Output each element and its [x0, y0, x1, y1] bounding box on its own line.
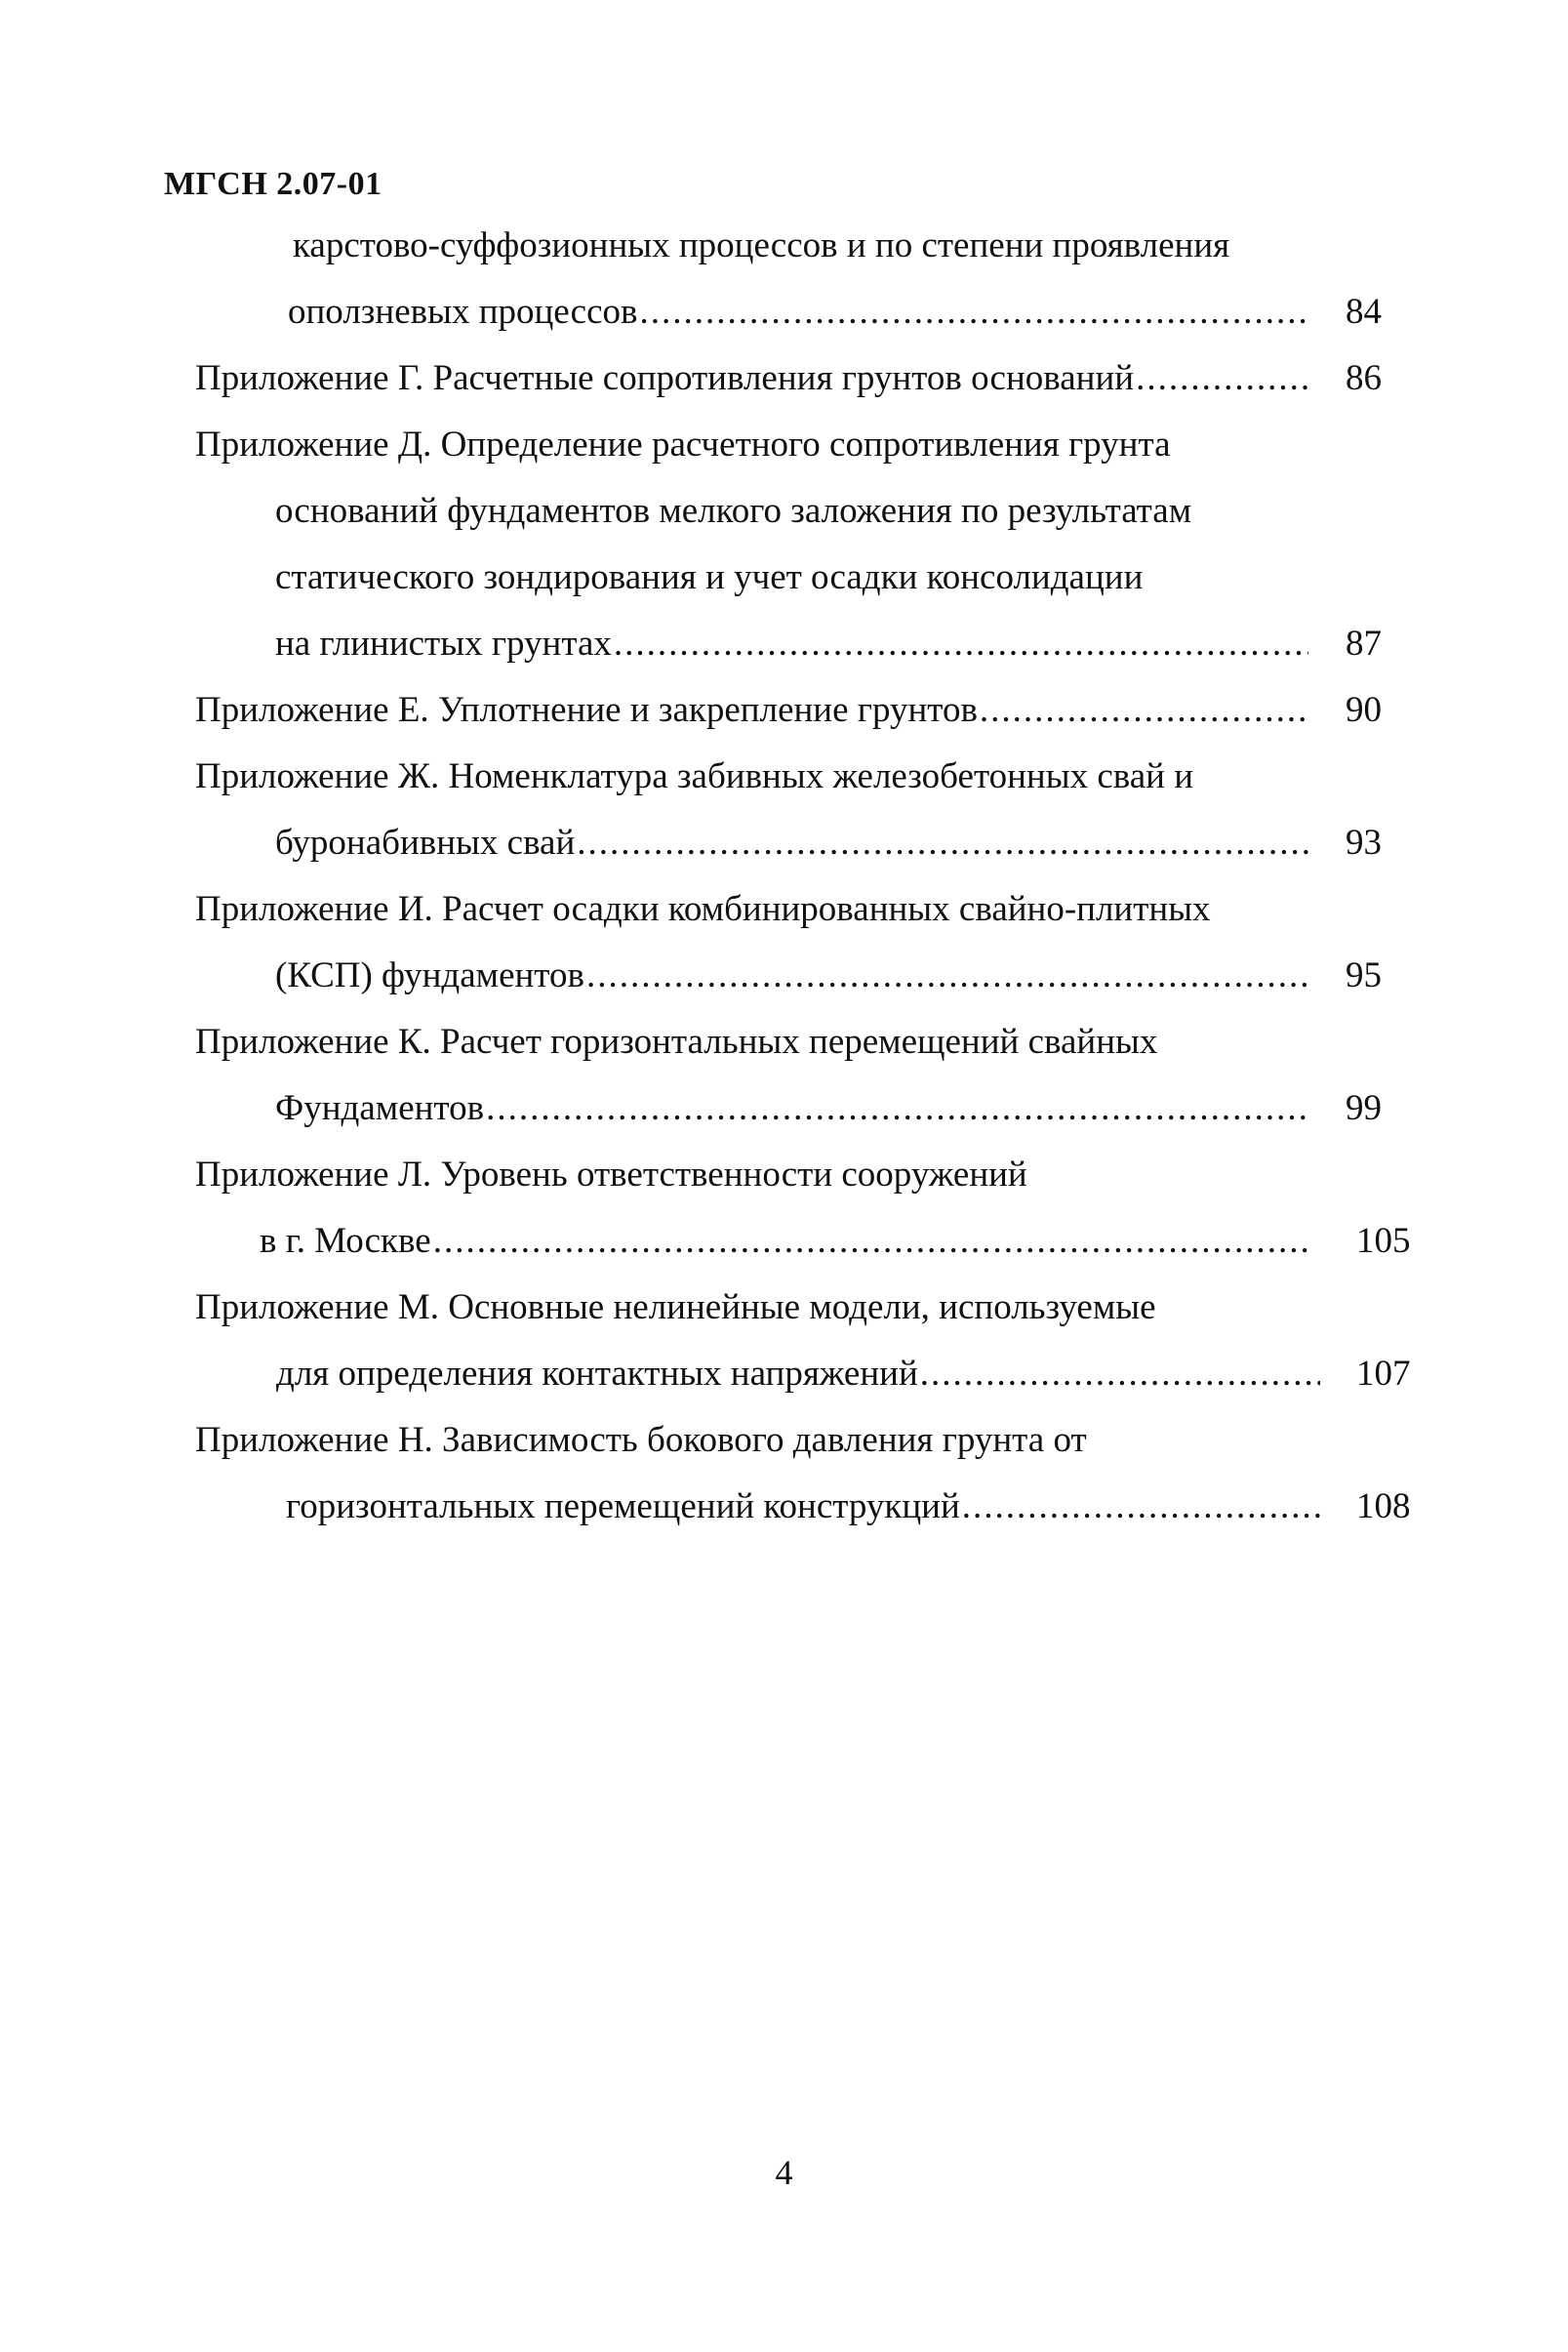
toc-page-number: 95: [1346, 955, 1382, 995]
toc-entry-text: на глинистых грунтах: [275, 624, 612, 664]
toc-page-number: 107: [1356, 1354, 1411, 1394]
toc-entry-text: буронабивных свай: [275, 823, 576, 863]
toc-entry-text: (КСП) фундаментов: [275, 955, 584, 995]
toc-page-number: 93: [1346, 823, 1382, 863]
toc-entry-appendix-g[interactable]: [195, 357, 1314, 400]
dot-leader: [1136, 357, 1308, 400]
toc-entry-text: для определения контактных напряжений: [276, 1354, 918, 1394]
toc-continuation-line: оснований фундаментов мелкого заложения по результатам: [275, 491, 1192, 531]
toc-page-number: 90: [1346, 690, 1382, 730]
dot-leader: [586, 954, 1308, 997]
toc-entry-appendix-m[interactable]: [276, 1353, 1326, 1396]
toc-page-number: 105: [1356, 1221, 1411, 1261]
toc-entry-appendix-n[interactable]: [286, 1485, 1326, 1528]
toc-entry-text: Приложение Е. Уплотнение и закрепление грунтов: [195, 690, 978, 730]
toc-entry-appendix-l-title[interactable]: Приложение Л. Уровень ответственности сооружений: [195, 1155, 1027, 1195]
toc-entry-text: оползневых процессов: [288, 292, 638, 332]
toc-entry-appendix-l[interactable]: [260, 1220, 1314, 1263]
toc-entry-appendix-e[interactable]: [195, 689, 1314, 732]
toc-entry-text: горизонтальных перемещений конструкций: [286, 1486, 960, 1526]
toc-entry-appendix-zh-title[interactable]: Приложение Ж. Номенклатура забивных железобетонных свай и: [195, 756, 1194, 796]
toc-entry-appendix-zh[interactable]: [275, 822, 1314, 865]
toc-page-number: 86: [1346, 358, 1382, 398]
toc-continuation-line: карстово-суффозионных процессов и по степени проявления: [293, 225, 1230, 265]
dot-leader: [577, 822, 1308, 865]
dot-leader: [614, 623, 1308, 666]
toc-entry-appendix-i-title[interactable]: Приложение И. Расчет осадки комбинированных свайно-плитных: [195, 889, 1211, 929]
dot-leader: [486, 1087, 1308, 1130]
dot-leader: [639, 291, 1308, 334]
toc-entry-appendix-k-title[interactable]: Приложение К. Расчет горизонтальных перемещений свайных: [195, 1022, 1158, 1062]
toc-page-number: 87: [1346, 624, 1382, 664]
toc-entry-text: Приложение Г. Расчетные сопротивления грунтов оснований: [195, 358, 1135, 398]
toc-entry-sinkhole-processes[interactable]: [288, 291, 1314, 334]
document-code-header: МГСН 2.07-01: [164, 166, 382, 202]
toc-entry-appendix-i[interactable]: [275, 954, 1314, 997]
toc-continuation-line: статического зондирования и учет осадки консолидации: [275, 557, 1144, 597]
toc-entry-appendix-n-title[interactable]: Приложение Н. Зависимость бокового давления грунта от: [195, 1420, 1087, 1460]
toc-page-number: 108: [1356, 1486, 1411, 1526]
toc-entry-appendix-m-title[interactable]: Приложение М. Основные нелинейные модели, используемые: [195, 1287, 1156, 1327]
toc-entry-text: в г. Москве: [260, 1221, 431, 1261]
toc-entry-text: Фундаментов: [275, 1088, 485, 1128]
dot-leader: [433, 1220, 1308, 1263]
page-number: 4: [775, 2153, 793, 2192]
toc-entry-appendix-k[interactable]: [275, 1087, 1314, 1130]
toc-page-number: 99: [1346, 1088, 1382, 1128]
dot-leader: [980, 689, 1308, 732]
dot-leader: [962, 1485, 1320, 1528]
toc-entry-appendix-d-title[interactable]: Приложение Д. Определение расчетного сопротивления грунта: [195, 425, 1171, 465]
dot-leader: [920, 1353, 1320, 1396]
toc-entry-appendix-d[interactable]: [275, 623, 1314, 666]
toc-page-number: 84: [1346, 292, 1382, 332]
